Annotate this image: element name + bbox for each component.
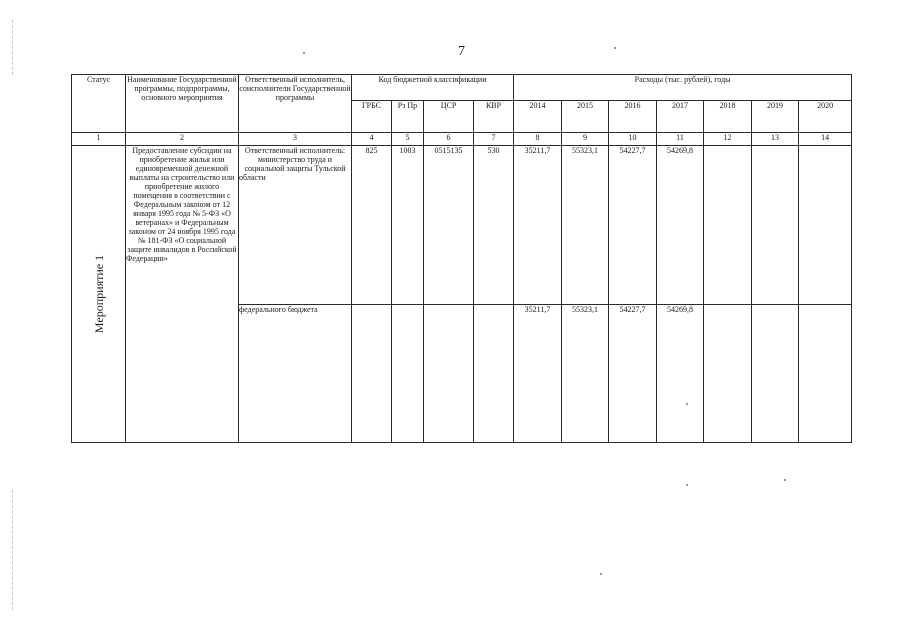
scan-edge-line — [12, 20, 14, 75]
header-code-rzpr: Рз Пр — [392, 101, 424, 133]
column-number: 14 — [799, 133, 852, 146]
column-number: 3 — [239, 133, 352, 146]
expense-value — [799, 146, 852, 305]
scan-speck — [303, 52, 305, 54]
status-label: Мероприятие 1 — [91, 254, 106, 334]
expense-value: 55323,1 — [562, 305, 609, 443]
expense-value: 54269,8 — [657, 305, 704, 443]
header-year: 2014 — [514, 101, 562, 133]
measure-name: Предоставление субсидии на приобретение жилья или единовременной денежной выплаты на строительство или приобретение жилого помещения в соответствии с Федеральным законом от 12 января 1995 года № 5-ФЗ «О ветеранах» и Федеральным законом от 24 ноября 1995 года № 181-ФЗ «О социальной защите инвалидов в Российской Федерации» — [126, 146, 239, 443]
header-year: 2019 — [752, 101, 799, 133]
expense-value: 35211,7 — [514, 305, 562, 443]
code-csr — [424, 305, 474, 443]
header-code-kvr: КВР — [474, 101, 514, 133]
expense-value — [704, 146, 752, 305]
column-number: 12 — [704, 133, 752, 146]
funding-source: федерального бюджета — [239, 305, 352, 443]
expense-value: 35211,7 — [514, 146, 562, 305]
column-number: 11 — [657, 133, 704, 146]
header-responsible: Ответственный исполнитель, соисполнители Государственной программы — [239, 75, 352, 133]
column-number: 13 — [752, 133, 799, 146]
column-number: 6 — [424, 133, 474, 146]
expense-value — [752, 305, 799, 443]
column-number: 1 — [72, 133, 126, 146]
code-rzpr — [392, 305, 424, 443]
budget-table — [71, 74, 852, 443]
header-year: 2018 — [704, 101, 752, 133]
header-expenses: Расходы (тыс. рублей), годы — [514, 75, 852, 101]
header-year: 2017 — [657, 101, 704, 133]
header-name: Наименование Государственной программы, подпрограммы, основного мероприятия — [126, 75, 239, 133]
scan-speck — [784, 479, 786, 481]
scan-speck — [600, 573, 602, 575]
scan-speck — [686, 484, 688, 486]
expense-value: 55323,1 — [562, 146, 609, 305]
column-number: 7 — [474, 133, 514, 146]
code-grbs: 825 — [352, 146, 392, 305]
expense-value: 54227,7 — [609, 146, 657, 305]
header-year: 2015 — [562, 101, 609, 133]
code-kvr — [474, 305, 514, 443]
column-number: 2 — [126, 133, 239, 146]
column-number: 10 — [609, 133, 657, 146]
expense-value — [752, 146, 799, 305]
expense-value: 54269,8 — [657, 146, 704, 305]
header-code-csr: ЦСР — [424, 101, 474, 133]
header-status: Статус — [72, 75, 126, 133]
code-csr: 0515135 — [424, 146, 474, 305]
expense-value — [704, 305, 752, 443]
header-year: 2020 — [799, 101, 852, 133]
scan-speck — [614, 47, 616, 49]
expense-value: 54227,7 — [609, 305, 657, 443]
code-kvr: 530 — [474, 146, 514, 305]
code-grbs — [352, 305, 392, 443]
table-row — [72, 146, 852, 305]
page-number: 7 — [458, 44, 465, 59]
header-budget-code: Код бюджетной классификации — [352, 75, 514, 101]
column-number: 4 — [352, 133, 392, 146]
column-number: 9 — [562, 133, 609, 146]
expense-value — [799, 305, 852, 443]
status-cell — [72, 146, 126, 443]
responsible-executor: Ответственный исполнитель: министерство труда и социальной защиты Тульской области — [239, 146, 352, 305]
header-year: 2016 — [609, 101, 657, 133]
column-number: 5 — [392, 133, 424, 146]
code-rzpr: 1003 — [392, 146, 424, 305]
scan-edge-line — [12, 490, 14, 610]
header-code-grbs: ГРБС — [352, 101, 392, 133]
column-number: 8 — [514, 133, 562, 146]
